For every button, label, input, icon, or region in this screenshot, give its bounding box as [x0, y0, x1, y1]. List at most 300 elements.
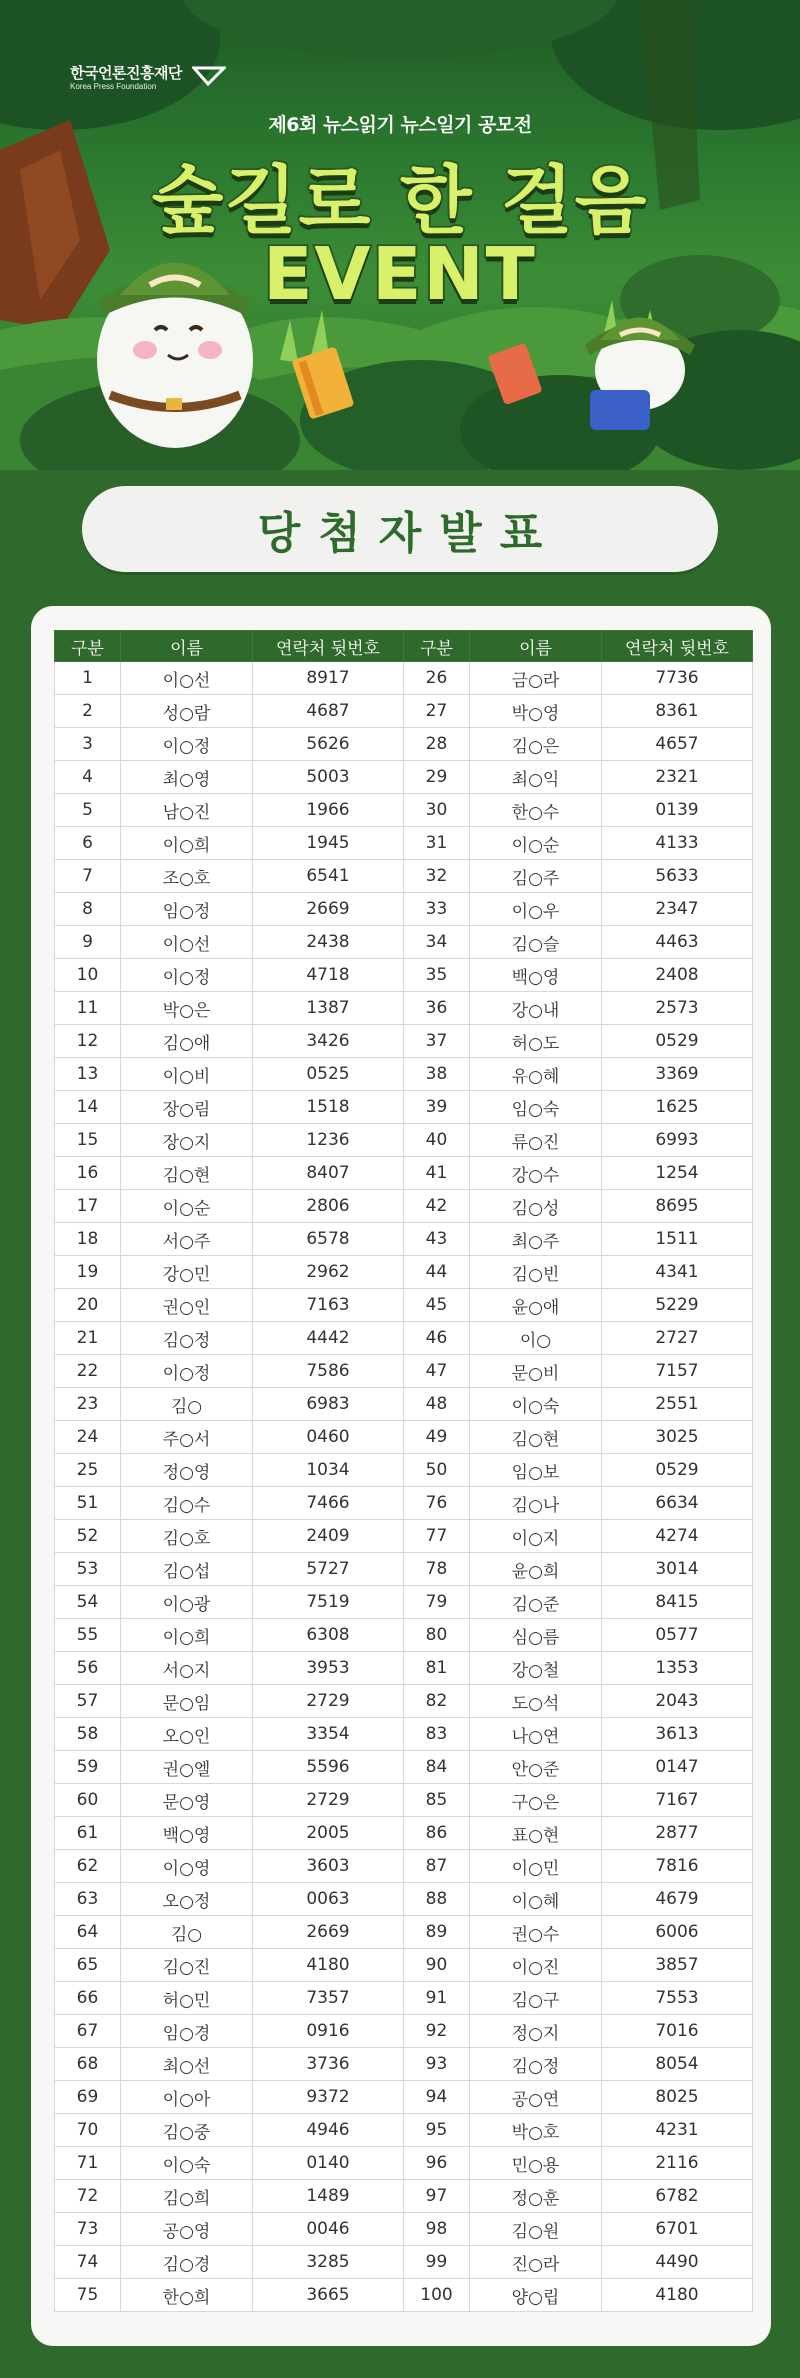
- cell-no: 72: [55, 2180, 121, 2213]
- cell-name: 성○람: [121, 695, 253, 728]
- cell-no: 22: [55, 1355, 121, 1388]
- table-row: [55, 1355, 753, 1388]
- cell-no: 43: [404, 1223, 470, 1256]
- event-label: EVENT: [263, 232, 537, 316]
- cell-phone: 7357: [253, 1982, 404, 2015]
- cell-phone: 6983: [253, 1388, 404, 1421]
- cell-name: 강○내: [470, 992, 602, 1025]
- table-row: [55, 2246, 753, 2279]
- header-phone: 연락처 뒷번호: [602, 631, 753, 662]
- cell-name: 김○원: [470, 2213, 602, 2246]
- cell-name: 오○정: [121, 1883, 253, 1916]
- cell-no: 96: [404, 2147, 470, 2180]
- cell-no: 3: [55, 728, 121, 761]
- cell-phone: 5596: [253, 1751, 404, 1784]
- header-name: 이름: [470, 631, 602, 662]
- cell-phone: 2729: [253, 1685, 404, 1718]
- table-row: [55, 1883, 753, 1916]
- cell-name: 김○현: [121, 1157, 253, 1190]
- cell-phone: 0147: [602, 1751, 753, 1784]
- cell-phone: 2408: [602, 959, 753, 992]
- table-row: [55, 1718, 753, 1751]
- cell-name: 정○훈: [470, 2180, 602, 2213]
- cell-phone: 3025: [602, 1421, 753, 1454]
- cell-no: 6: [55, 827, 121, 860]
- table-row: [55, 1454, 753, 1487]
- cell-no: 98: [404, 2213, 470, 2246]
- cell-name: 김○경: [121, 2246, 253, 2279]
- brand-name: 한국언론진흥재단: [70, 64, 182, 82]
- cell-no: 85: [404, 1784, 470, 1817]
- cell-no: 42: [404, 1190, 470, 1223]
- cell-no: 51: [55, 1487, 121, 1520]
- table-row: [55, 761, 753, 794]
- cell-name: 주○서: [121, 1421, 253, 1454]
- cell-phone: 3369: [602, 1058, 753, 1091]
- cell-name: 이○숙: [121, 2147, 253, 2180]
- cell-phone: 0577: [602, 1619, 753, 1652]
- cell-phone: 2729: [253, 1784, 404, 1817]
- cell-phone: 6308: [253, 1619, 404, 1652]
- cell-no: 93: [404, 2048, 470, 2081]
- cell-phone: 6006: [602, 1916, 753, 1949]
- cell-name: 한○수: [470, 794, 602, 827]
- cell-no: 100: [404, 2279, 470, 2312]
- cell-phone: 8025: [602, 2081, 753, 2114]
- table-row: [55, 1982, 753, 2015]
- cell-phone: 3014: [602, 1553, 753, 1586]
- cell-no: 33: [404, 893, 470, 926]
- cell-no: 16: [55, 1157, 121, 1190]
- table-row: [55, 1190, 753, 1223]
- cell-no: 54: [55, 1586, 121, 1619]
- cell-name: 박○호: [470, 2114, 602, 2147]
- cell-phone: 2116: [602, 2147, 753, 2180]
- cell-phone: 5003: [253, 761, 404, 794]
- cell-phone: 1489: [253, 2180, 404, 2213]
- cell-no: 5: [55, 794, 121, 827]
- cell-no: 76: [404, 1487, 470, 1520]
- cell-no: 57: [55, 1685, 121, 1718]
- cell-no: 14: [55, 1091, 121, 1124]
- cell-name: 임○정: [121, 893, 253, 926]
- hero-banner: [0, 0, 800, 470]
- cell-no: 82: [404, 1685, 470, 1718]
- cell-no: 53: [55, 1553, 121, 1586]
- table-row: [55, 1223, 753, 1256]
- cell-name: 구○은: [470, 1784, 602, 1817]
- table-row: [55, 794, 753, 827]
- cell-no: 21: [55, 1322, 121, 1355]
- table-row: [55, 1421, 753, 1454]
- cell-name: 권○수: [470, 1916, 602, 1949]
- table-row: [55, 1553, 753, 1586]
- cell-name: 안○준: [470, 1751, 602, 1784]
- table-row: [55, 926, 753, 959]
- cell-phone: 3426: [253, 1025, 404, 1058]
- cell-no: 11: [55, 992, 121, 1025]
- cell-phone: 2573: [602, 992, 753, 1025]
- header-name: 이름: [121, 631, 253, 662]
- table-row: [55, 1850, 753, 1883]
- cell-no: 2: [55, 695, 121, 728]
- cell-phone: 1353: [602, 1652, 753, 1685]
- cell-no: 28: [404, 728, 470, 761]
- table-row: [55, 1949, 753, 1982]
- cell-name: 김○구: [470, 1982, 602, 2015]
- cell-name: 백○영: [470, 959, 602, 992]
- cell-phone: 7167: [602, 1784, 753, 1817]
- cell-no: 75: [55, 2279, 121, 2312]
- cell-no: 62: [55, 1850, 121, 1883]
- cell-no: 95: [404, 2114, 470, 2147]
- cell-no: 77: [404, 1520, 470, 1553]
- table-row: [55, 1784, 753, 1817]
- cell-no: 25: [55, 1454, 121, 1487]
- cell-name: 표○현: [470, 1817, 602, 1850]
- cell-name: 서○주: [121, 1223, 253, 1256]
- cell-name: 이○아: [121, 2081, 253, 2114]
- cell-no: 99: [404, 2246, 470, 2279]
- table-row: [55, 827, 753, 860]
- cell-name: 김○: [121, 1388, 253, 1421]
- cell-phone: 0529: [602, 1454, 753, 1487]
- cell-no: 50: [404, 1454, 470, 1487]
- cell-phone: 3665: [253, 2279, 404, 2312]
- cell-name: 이○비: [121, 1058, 253, 1091]
- table-row: [55, 2147, 753, 2180]
- cell-phone: 6634: [602, 1487, 753, 1520]
- cell-name: 이○희: [121, 1619, 253, 1652]
- table-row: [55, 1916, 753, 1949]
- cell-phone: 6993: [602, 1124, 753, 1157]
- cell-name: 김○호: [121, 1520, 253, 1553]
- cell-name: 심○름: [470, 1619, 602, 1652]
- cell-name: 허○도: [470, 1025, 602, 1058]
- cell-phone: 1945: [253, 827, 404, 860]
- cell-no: 65: [55, 1949, 121, 1982]
- cell-no: 66: [55, 1982, 121, 2015]
- cell-no: 67: [55, 2015, 121, 2048]
- cell-name: 김○은: [470, 728, 602, 761]
- cell-phone: 6701: [602, 2213, 753, 2246]
- cell-name: 강○민: [121, 1256, 253, 1289]
- cell-name: 이○정: [121, 1355, 253, 1388]
- cell-phone: 1034: [253, 1454, 404, 1487]
- cell-no: 12: [55, 1025, 121, 1058]
- cell-phone: 0916: [253, 2015, 404, 2048]
- table-row: [55, 893, 753, 926]
- cell-name: 박○은: [121, 992, 253, 1025]
- cell-name: 이○정: [121, 728, 253, 761]
- cell-name: 김○섭: [121, 1553, 253, 1586]
- cell-no: 27: [404, 695, 470, 728]
- cell-name: 최○주: [470, 1223, 602, 1256]
- cell-no: 97: [404, 2180, 470, 2213]
- cell-phone: 8361: [602, 695, 753, 728]
- cell-no: 15: [55, 1124, 121, 1157]
- brand-mark-icon: [192, 64, 226, 86]
- table-row: [55, 1157, 753, 1190]
- cell-phone: 3285: [253, 2246, 404, 2279]
- cell-no: 48: [404, 1388, 470, 1421]
- cell-phone: 4463: [602, 926, 753, 959]
- cell-phone: 1236: [253, 1124, 404, 1157]
- cell-name: 김○빈: [470, 1256, 602, 1289]
- cell-name: 이○민: [470, 1850, 602, 1883]
- table-row: [55, 2114, 753, 2147]
- cell-name: 이○영: [121, 1850, 253, 1883]
- cell-phone: 0139: [602, 794, 753, 827]
- cell-phone: 7466: [253, 1487, 404, 1520]
- cell-phone: 1625: [602, 1091, 753, 1124]
- cell-name: 장○림: [121, 1091, 253, 1124]
- cell-phone: 5727: [253, 1553, 404, 1586]
- header-no: 구분: [404, 631, 470, 662]
- cell-no: 94: [404, 2081, 470, 2114]
- cell-phone: 7736: [602, 662, 753, 695]
- event-title: 숲길로 한 걸음: [151, 158, 649, 244]
- cell-no: 13: [55, 1058, 121, 1091]
- cell-phone: 0529: [602, 1025, 753, 1058]
- cell-no: 88: [404, 1883, 470, 1916]
- cell-phone: 2727: [602, 1322, 753, 1355]
- cell-no: 44: [404, 1256, 470, 1289]
- cell-no: 45: [404, 1289, 470, 1322]
- table-header-row: [55, 631, 753, 662]
- cell-no: 7: [55, 860, 121, 893]
- cell-phone: 7816: [602, 1850, 753, 1883]
- brand-sub: Korea Press Foundation: [70, 82, 157, 91]
- cell-name: 정○영: [121, 1454, 253, 1487]
- cell-name: 이○선: [121, 662, 253, 695]
- cell-phone: 4180: [253, 1949, 404, 1982]
- cell-name: 이○순: [121, 1190, 253, 1223]
- cell-no: 55: [55, 1619, 121, 1652]
- cell-no: 10: [55, 959, 121, 992]
- cell-name: 공○연: [470, 2081, 602, 2114]
- table-row: [55, 1256, 753, 1289]
- winners-table: [54, 630, 753, 2312]
- cell-phone: 4274: [602, 1520, 753, 1553]
- cell-no: 86: [404, 1817, 470, 1850]
- cell-no: 73: [55, 2213, 121, 2246]
- cell-name: 박○영: [470, 695, 602, 728]
- cell-no: 31: [404, 827, 470, 860]
- cell-name: 장○지: [121, 1124, 253, 1157]
- cell-phone: 3603: [253, 1850, 404, 1883]
- cell-phone: 3736: [253, 2048, 404, 2081]
- winners-card: [31, 606, 771, 2346]
- cell-no: 8: [55, 893, 121, 926]
- cell-phone: 2005: [253, 1817, 404, 1850]
- table-row: [55, 728, 753, 761]
- cell-phone: 8415: [602, 1586, 753, 1619]
- cell-no: 61: [55, 1817, 121, 1850]
- header-phone: 연락처 뒷번호: [253, 631, 404, 662]
- table-row: [55, 1817, 753, 1850]
- cell-name: 양○립: [470, 2279, 602, 2312]
- cell-name: 민○용: [470, 2147, 602, 2180]
- cell-name: 이○숙: [470, 1388, 602, 1421]
- table-row: [55, 1487, 753, 1520]
- cell-name: 문○영: [121, 1784, 253, 1817]
- cell-no: 41: [404, 1157, 470, 1190]
- cell-no: 89: [404, 1916, 470, 1949]
- cell-no: 47: [404, 1355, 470, 1388]
- cell-name: 이○광: [121, 1586, 253, 1619]
- cell-name: 서○지: [121, 1652, 253, 1685]
- contest-subtitle: 제6회 뉴스읽기 뉴스일기 공모전: [268, 114, 532, 136]
- cell-name: 김○: [121, 1916, 253, 1949]
- table-row: [55, 1322, 753, 1355]
- cell-name: 이○: [470, 1322, 602, 1355]
- cell-name: 김○현: [470, 1421, 602, 1454]
- cell-phone: 2669: [253, 893, 404, 926]
- cell-no: 38: [404, 1058, 470, 1091]
- cell-phone: 6541: [253, 860, 404, 893]
- cell-phone: 3354: [253, 1718, 404, 1751]
- cell-no: 69: [55, 2081, 121, 2114]
- cell-name: 도○석: [470, 1685, 602, 1718]
- cell-name: 진○라: [470, 2246, 602, 2279]
- cell-phone: 3613: [602, 1718, 753, 1751]
- cell-no: 30: [404, 794, 470, 827]
- cell-name: 김○준: [470, 1586, 602, 1619]
- cell-phone: 1254: [602, 1157, 753, 1190]
- cell-no: 17: [55, 1190, 121, 1223]
- cell-no: 90: [404, 1949, 470, 1982]
- cell-phone: 7553: [602, 1982, 753, 2015]
- cell-phone: 0046: [253, 2213, 404, 2246]
- cell-no: 36: [404, 992, 470, 1025]
- cell-no: 40: [404, 1124, 470, 1157]
- table-row: [55, 992, 753, 1025]
- cell-name: 권○엘: [121, 1751, 253, 1784]
- cell-phone: 0140: [253, 2147, 404, 2180]
- table-row: [55, 1289, 753, 1322]
- cell-no: 63: [55, 1883, 121, 1916]
- cell-phone: 6782: [602, 2180, 753, 2213]
- cell-name: 권○인: [121, 1289, 253, 1322]
- cell-phone: 7586: [253, 1355, 404, 1388]
- cell-phone: 2877: [602, 1817, 753, 1850]
- cell-name: 임○숙: [470, 1091, 602, 1124]
- cell-phone: 2347: [602, 893, 753, 926]
- cell-no: 91: [404, 1982, 470, 2015]
- cell-no: 46: [404, 1322, 470, 1355]
- cell-name: 최○선: [121, 2048, 253, 2081]
- cell-no: 39: [404, 1091, 470, 1124]
- cell-name: 정○지: [470, 2015, 602, 2048]
- cell-phone: 2669: [253, 1916, 404, 1949]
- cell-phone: 1966: [253, 794, 404, 827]
- cell-phone: 4946: [253, 2114, 404, 2147]
- cell-no: 19: [55, 1256, 121, 1289]
- cell-name: 나○연: [470, 1718, 602, 1751]
- cell-phone: 4490: [602, 2246, 753, 2279]
- cell-phone: 8695: [602, 1190, 753, 1223]
- cell-no: 9: [55, 926, 121, 959]
- cell-no: 52: [55, 1520, 121, 1553]
- cell-name: 이○혜: [470, 1883, 602, 1916]
- cell-no: 64: [55, 1916, 121, 1949]
- cell-name: 이○정: [121, 959, 253, 992]
- cell-phone: 7016: [602, 2015, 753, 2048]
- table-row: [55, 695, 753, 728]
- cell-phone: 1387: [253, 992, 404, 1025]
- cell-no: 32: [404, 860, 470, 893]
- cell-no: 49: [404, 1421, 470, 1454]
- cell-name: 이○진: [470, 1949, 602, 1982]
- cell-no: 84: [404, 1751, 470, 1784]
- cell-name: 김○정: [470, 2048, 602, 2081]
- cell-phone: 4679: [602, 1883, 753, 1916]
- cell-no: 35: [404, 959, 470, 992]
- cell-phone: 1518: [253, 1091, 404, 1124]
- cell-no: 34: [404, 926, 470, 959]
- cell-phone: 5626: [253, 728, 404, 761]
- cell-no: 1: [55, 662, 121, 695]
- cell-name: 김○진: [121, 1949, 253, 1982]
- table-row: [55, 1124, 753, 1157]
- cell-name: 백○영: [121, 1817, 253, 1850]
- cell-name: 강○철: [470, 1652, 602, 1685]
- cell-phone: 4231: [602, 2114, 753, 2147]
- table-row: [55, 2180, 753, 2213]
- table-row: [55, 1685, 753, 1718]
- cell-name: 김○수: [121, 1487, 253, 1520]
- cell-name: 강○수: [470, 1157, 602, 1190]
- table-row: [55, 1652, 753, 1685]
- cell-phone: 2321: [602, 761, 753, 794]
- cell-phone: 0525: [253, 1058, 404, 1091]
- cell-phone: 4133: [602, 827, 753, 860]
- cell-phone: 6578: [253, 1223, 404, 1256]
- cell-no: 56: [55, 1652, 121, 1685]
- cell-phone: 3953: [253, 1652, 404, 1685]
- cell-phone: 5633: [602, 860, 753, 893]
- table-row: [55, 1058, 753, 1091]
- cell-no: 59: [55, 1751, 121, 1784]
- cell-phone: 5229: [602, 1289, 753, 1322]
- cell-phone: 7163: [253, 1289, 404, 1322]
- cell-no: 58: [55, 1718, 121, 1751]
- cell-phone: 7157: [602, 1355, 753, 1388]
- cell-name: 공○영: [121, 2213, 253, 2246]
- cell-no: 68: [55, 2048, 121, 2081]
- table-row: [55, 1025, 753, 1058]
- cell-no: 60: [55, 1784, 121, 1817]
- cell-phone: 2438: [253, 926, 404, 959]
- cell-no: 20: [55, 1289, 121, 1322]
- cell-name: 김○중: [121, 2114, 253, 2147]
- table-row: [55, 1619, 753, 1652]
- announcement-title: 당첨자발표: [257, 508, 561, 559]
- cell-name: 남○진: [121, 794, 253, 827]
- cell-no: 78: [404, 1553, 470, 1586]
- brand-logo: [70, 64, 226, 92]
- cell-name: 김○슬: [470, 926, 602, 959]
- cell-phone: 8407: [253, 1157, 404, 1190]
- table-row: [55, 2081, 753, 2114]
- cell-phone: 2551: [602, 1388, 753, 1421]
- table-row: [55, 959, 753, 992]
- table-row: [55, 2048, 753, 2081]
- cell-name: 이○순: [470, 827, 602, 860]
- cell-name: 김○애: [121, 1025, 253, 1058]
- cell-phone: 4180: [602, 2279, 753, 2312]
